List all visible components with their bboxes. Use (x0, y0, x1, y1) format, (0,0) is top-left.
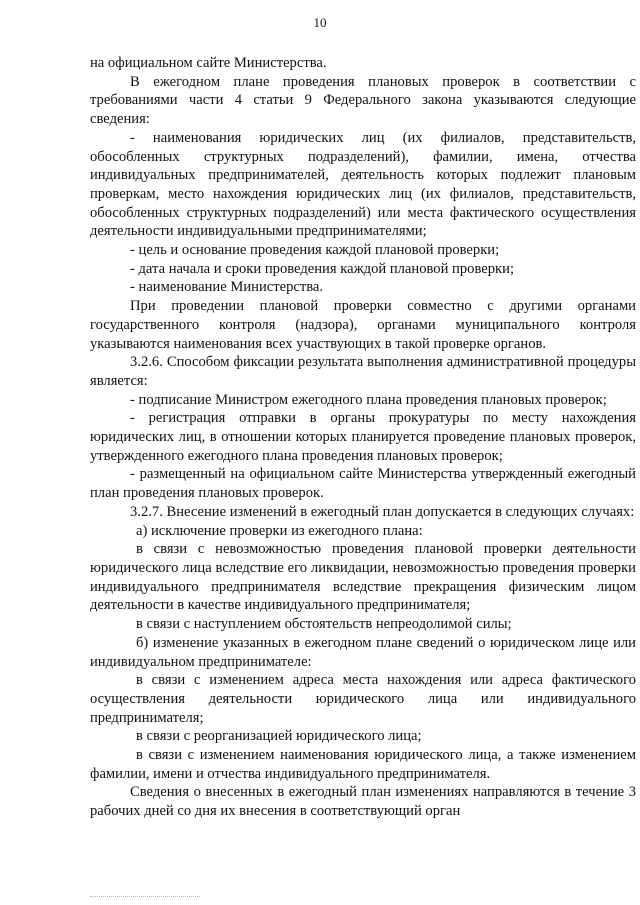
list-item-signing: - подписание Министром ежегодного плана проведения плановых проверок; (130, 391, 607, 408)
list-item-names: - наименования юридических лиц (их филиалов, представительств, обособленных структурных подразделений), фамилии, имена, отчества индивидуальных предпринимателей, деятельность которых подлежит плановым проверкам, место нахождения юридических лиц (их филиалов, представительств, обособленных структурных подразделений) или места фактического осуществления деятельности индивидуальными предпринимателями; (90, 129, 636, 240)
item-b-change: б) изменение указанных в ежегодном плане сведений о юридическом лице или индивидуальном предпринимателе: (90, 634, 636, 670)
subitem-liquidation: в связи с невозможностью проведения плановой проверки деятельности юридического лица вследствие его ликвидации, невозможностью проведения проверки индивидуального предпринимателя вследствие прекращения физическим лицом деятельности в качестве индивидуального предпринимателя; (90, 541, 636, 614)
subitem-force-majeure: в связи с наступлением обстоятельств непреодолимой силы; (136, 616, 512, 633)
paragraph-plan-contents: В ежегодном плане проведения плановых проверок в соответствии с требованиями части 4 статьи 9 Федерального закона указываются следующие сведения: (90, 73, 636, 128)
subitem-address-change: в связи с изменением адреса места нахождения или адреса фактического осуществления деятельности юридического лица или индивидуального предпринимателя; (90, 672, 636, 726)
footer-divider (90, 896, 200, 903)
subitem-reorganization: в связи с реорганизацией юридического лица; (136, 728, 422, 745)
list-item-purpose: - цель и основание проведения каждой плановой проверки; (130, 242, 500, 259)
subitem-name-change: в связи с изменением наименования юридического лица, а также изменением фамилии, имени и отчества индивидуального предпринимателя. (90, 747, 636, 782)
list-item-registration: - регистрация отправки в органы прокуратуры по месту нахождения юридических лиц, в отношении которых планируется проведение плановых проверок, утвержденного ежегодного плана проведения плановых проверок; (90, 410, 636, 464)
section-3-2-7: 3.2.7. Внесение изменений в ежегодный план допускается в следующих случаях: (130, 503, 635, 520)
paragraph-changes-notification: Сведения о внесенных в ежегодный план изменениях направляются в течение 3 рабочих дней со дня их внесения в соответствующий орган (90, 784, 636, 820)
list-item-published: - размещенный на официальном сайте Министерства утвержденный ежегодный план проведения плановых проверок. (90, 466, 636, 502)
paragraph-joint-inspection: При проведении плановой проверки совместно с другими органами государственного контроля (надзора), органами муниципального контроля указываются наименования всех участвующих в такой проверке органов. (90, 298, 636, 352)
paragraph-continuation: на официальном сайте Министерства. (90, 55, 327, 71)
list-item-ministry-name: - наименование Министерства. (130, 279, 324, 296)
page-number: 10 (313, 15, 327, 30)
section-3-2-6: 3.2.6. Способом фиксации результата выполнения административной процедуры является: (90, 354, 636, 389)
item-a-exclusion: а) исключение проверки из ежегодного плана: (136, 522, 423, 539)
document-body (90, 54, 636, 821)
list-item-dates: - дата начала и сроки проведения каждой плановой проверки; (130, 260, 514, 277)
